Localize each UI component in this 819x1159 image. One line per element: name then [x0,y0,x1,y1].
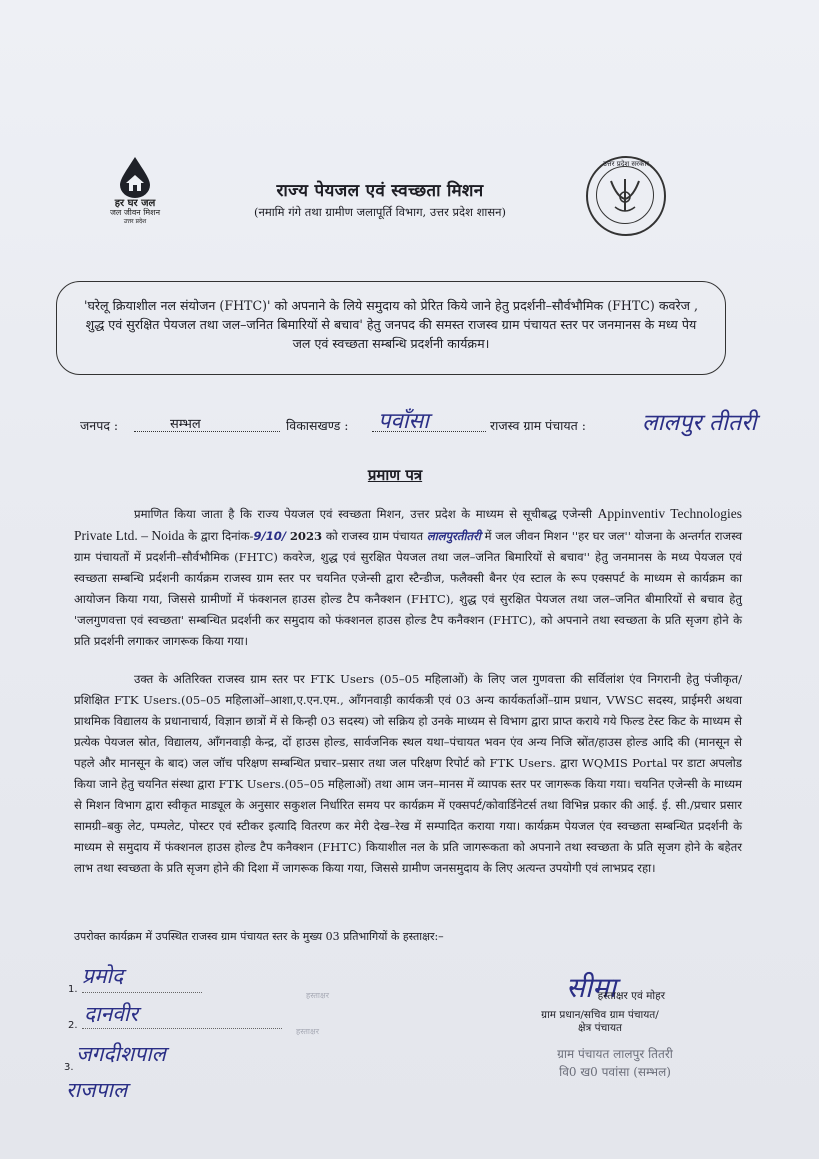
pradhan-block [485,990,715,1035]
logo-text-line2: जल जीवन मिशन [109,208,161,217]
stamp-line-2: वि0 ख0 पवांसा (सम्भल) [559,1065,671,1079]
org-subtitle: (नमामि गंगे तथा ग्रामीण जलापूर्ति विभाग, उत्तर प्रदेश शासन) [253,205,507,219]
org-title: राज्य पेयजल एवं स्वच्छता मिशन [276,181,484,201]
certificate-heading: प्रमाण पत्र [367,466,423,484]
participant-3-signature: जगदीशपाल [76,1042,166,1066]
paragraph-1-date-label: के द्वारा दिनांक- [188,529,254,543]
participant-1-signature: प्रमोद [82,964,124,988]
district-dotted-line [134,419,280,432]
paragraph-1-body: में जल जीवन मिशन ''हर घर जल'' योजना के अन्तर्गत राजस्व ग्राम पंचायतों में प्रदर्शनी–सौर्वभौमिक (FHTC) कवरेज, शुद्ध एवं सुरक्षित पेयजल तथा जल–जनित बिमारियों से बचाव'' हेतु जनमानस के मध्य पेयजल एवं स्वच्छता सम्बन्धि प्रर्दशनी कार्यक्रम राजस्व ग्राम स्तर पर चयनित एजेन्सी द्वारा स्टैन्डीज, फलैक्सी बैनर एंव स्टाल के रूप एक्सपर्ट के माध्यम से कार्यक्रम का आयोजन किया गया, जिससे ग्रामीणों में फंक्शनल हाउस होल्ड टैप कनैक्शन (FHTC), शुद्ध एवं सुरक्षित पेयजल तथा जल–जनित बीमारियों से बचाव हेतु 'जलगुणवत्ता एवं स्वच्छता' सम्बन्धित प्रदर्शनी कर समुदाय को फंक्शनल हाउस होल्ड टैप कनैक्शन (FHTC), को अपनाने तथा स्वच्छता के प्रति सृजग होने के प्रति प्रदर्शनी लगाकर जागरूक किया गया। [74,529,743,648]
paragraph-1-panchayat-label: को राजस्व ग्राम पंचायत [325,529,424,543]
participant-1-number: 1. [68,984,78,995]
paragraph-1-intro: प्रमाणित किया जाता है कि राज्य पेयजल एवं स्वच्छता मिशन, उत्तर प्रदेश के माध्यम से सूचीबद्ध एजेन्सी [134,507,593,521]
faint-text-2: हस्ताक्षर [296,1027,319,1036]
pradhan-signature: सीमा [566,971,617,1004]
seal-text: उत्तर प्रदेश सरकार [602,160,650,168]
participant-extra-signature: राजपाल [66,1078,128,1102]
programme-description-box [56,281,726,375]
block-value: पवाँसा [378,409,429,434]
panchayat-label: राजस्व ग्राम पंचायत : [490,418,586,433]
participant-signatures [60,964,480,1118]
pradhan-line-3: क्षेत्र पंचायत [577,1022,623,1034]
paragraph-2-body: उक्त के अतिरिक्त राजस्व ग्राम स्तर पर FTK Users (05–05 महिलाओं) के लिए जल गुणवत्ता की सर्विलांश एंव निगरानी हेतु पंजीकृत/प्रशिक्षित FTK Users.(05–05 महिलाओं–आशा,ए.एन.एम., आँगनवाड़ी कार्यकत्री एवं 03 अन्य कार्यकर्ताओं–ग्राम प्रधान, VWSC सदस्य, प्राईमरी अथवा प्राथमिक विद्यालय के प्रधानाचार्य, विज्ञान छात्रों में से किन्ही 03 सदस्य) जो सक्रिय हो उनके माध्यम से विभाग द्वारा प्राप्त कराये गये फिल्ड टेस्ट किट के माध्यम से प्रत्येक पेयजल स्रोत, विद्यालय, आँगनवाड़ी केन्द्र, दों हाउस होल्ड, सार्वजनिक स्थल यथा–पंचायत भवन एंव अन्य निजि स्रोंत/हाउस होल्ड आदि की (मानसून से पहले और मानसून के बाद) जल जॉच परिक्षण सम्बन्धित प्रचार–प्रसार तथा जल परिक्षण रिपोर्ट को FTK Users. द्वारा WQMIS Portal पर डाटा अपलोड किया जाने हेतु चयनित संस्था द्वारा FTK Users.(05–05 महिलाओं) तथा आम जन–मानस में व्यापक स्तर पर जागरूक किया गया। चयनित एजेन्सी के माध्यम से मिशन विभाग द्वारा स्वीकृत माड्यूल के अनुसार सकुशल निर्धारित समय पर कार्यक्रम में एक्सपर्ट/कोवार्डिनेटर्स तथा विभिन्न प्रकार की आई. ई. सी./प्रचार प्रसार सामग्री–बकु लेट, पम्पलेट, पोस्टर एवं स्टीकर इत्यादि वितरण कर मेरी देख–रेख में सम्पादित कराया गया। कार्यक्रम पेयजल एंव स्वच्छता सम्बन्धित प्रदर्शनी के माध्यम से समुदाय में फंक्शनल हाउस होल्ड टैप कनैक्शन (FHTC) कियाशील नल के प्रति जागरूकता को अपनाने तथा स्वच्छता के प्रति सृजग होने के बहेतर लाभ तथा स्वच्छता के प्रति सृजग होने की दिशा में जागरूक किया गया, जिससे ग्रामीण जनसमुदाय के लिए अत्यन्त उपयोगी एवं लाभप्रद रहा। [74,672,742,875]
logo-text-line3: उत्तर प्रदेश [123,218,147,225]
pradhan-line-1: हस्ताक्षर एवं मोहर [597,990,665,1002]
panchayat-value: लालपुर तीतरी [642,410,757,436]
faint-text-1: हस्ताक्षर [306,991,329,1000]
district-value: सम्भल [170,417,201,432]
participant-2-number: 2. [68,1020,78,1031]
seal-inner-ring [596,166,654,224]
water-drop-icon [116,155,154,199]
handwritten-panchayat: लालपुरतीतरी [426,529,481,543]
programme-description-text: 'घरेलू क्रियाशील नल संयोजन (FHTC)' को अपनाने के लिये समुदाय को प्रेरित किये जाने हेतु प्रदर्शनी–सौर्वभौमिक (FHTC) कवरेज , शुद्ध एवं सुरक्षित पेयजल तथा जल–जनित बिमारियों से बचाव' हेतु जनपद की समस्त राजस्व ग्राम पंचायत स्तर पर जनमानस के मध्य पेय जल एवं स्वच्छता सम्बन्धि प्रदर्शनी कार्यक्रम। [84,298,698,351]
panchayat-stamp [515,1045,715,1081]
participant-3-number: 3. [64,1062,74,1073]
certificate-paragraph-1 [74,503,742,652]
date-year: 2023 [289,529,323,543]
block-label: विकासखण्ड : [286,418,349,433]
logo-text-line1: हर घर जल [114,198,156,209]
agency-name: Appinventiv Technologies Private Ltd. – Noida [74,506,742,543]
handwritten-date: 9/10/ [253,529,287,543]
emblem-icon [597,167,653,223]
har-ghar-jal-logo [100,155,170,230]
participant-2-signature: दानवीर [84,1002,138,1026]
stamp-line-1: ग्राम पंचायत लालपुर तितरी [557,1047,673,1061]
up-government-seal [586,156,666,236]
certificate-paragraph-2 [74,669,742,879]
pradhan-line-2: ग्राम प्रधान/सचिव ग्राम पंचायत/ [541,1009,659,1021]
district-label: जनपद : [80,418,119,433]
participants-label: उपरोक्त कार्यक्रम में उपस्थित राजस्व ग्राम पंचायत स्तर के मुख्य 03 प्रतिभागियों के हस्ताक्षर:– [74,930,444,943]
